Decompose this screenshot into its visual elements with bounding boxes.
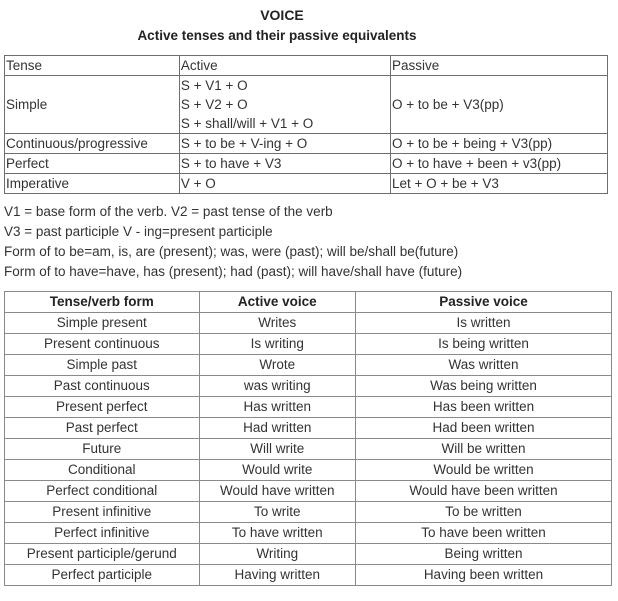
formula-row-imperative (5, 174, 608, 194)
voice-cell-form: Simple past (5, 355, 200, 376)
formula-header-tense: Tense (5, 56, 180, 76)
voice-cell-active: Writing (199, 544, 355, 565)
voice-cell-form: Perfect participle (5, 565, 200, 586)
table-row (5, 460, 612, 481)
formula-header-passive: Passive (390, 56, 607, 76)
formula-active: S + to be + V-ing + O (179, 134, 390, 154)
formula-passive: Let + O + be + V3 (390, 174, 607, 194)
note-line: Form of to be=am, is, are (present); was, were (past); will be/shall be(future) (4, 244, 459, 259)
voice-cell-form: Present continuous (5, 334, 200, 355)
formula-active: V + O (179, 174, 390, 194)
table-row (5, 523, 612, 544)
formula-tense: Perfect (5, 154, 180, 174)
voice-cell-active: Has written (199, 397, 355, 418)
voice-cell-active: To write (199, 502, 355, 523)
voice-header-active: Active voice (199, 292, 355, 313)
formula-row-simple (5, 76, 608, 134)
formula-active-line: S + shall/will + V1 + O (180, 116, 314, 131)
voice-cell-active: Wrote (199, 355, 355, 376)
table-row (5, 565, 612, 586)
voice-cell-active: Would have written (199, 481, 355, 502)
note-line: V3 = past participle V - ing=present participle (4, 224, 273, 239)
voice-header-form: Tense/verb form (5, 292, 200, 313)
table-row (5, 376, 612, 397)
voice-cell-passive: Had been written (355, 418, 611, 439)
page-subtitle: Active tenses and their passive equivalents (137, 28, 417, 43)
formula-active (179, 76, 390, 134)
page-title: VOICE (260, 7, 304, 23)
voice-cell-active: Will write (199, 439, 355, 460)
table-row (5, 334, 612, 355)
voice-cell-form: Conditional (5, 460, 200, 481)
voice-cell-passive: Is written (355, 313, 611, 334)
voice-cell-form: Present infinitive (5, 502, 200, 523)
formula-table-header-row (5, 56, 608, 76)
table-row (5, 481, 612, 502)
voice-cell-form: Perfect infinitive (5, 523, 200, 544)
voice-cell-passive: Having been written (355, 565, 611, 586)
voice-table-header-row (5, 292, 612, 313)
voice-table (4, 291, 612, 586)
voice-cell-form: Present perfect (5, 397, 200, 418)
voice-cell-active: was writing (199, 376, 355, 397)
voice-cell-passive: To be written (355, 502, 611, 523)
formula-active: S + to have + V3 (179, 154, 390, 174)
formula-row-continuous (5, 134, 608, 154)
note-line: Form of to have=have, has (present); had (past); will have/shall have (future) (4, 264, 463, 279)
formula-passive: O + to be + being + V3(pp) (390, 134, 607, 154)
voice-cell-active: To have written (199, 523, 355, 544)
formula-active-line: S + V2 + O (180, 97, 248, 112)
voice-cell-active: Would write (199, 460, 355, 481)
voice-cell-passive: Was being written (355, 376, 611, 397)
formula-passive: O + to be + V3(pp) (390, 76, 607, 134)
voice-cell-form: Future (5, 439, 200, 460)
voice-cell-passive: Was written (355, 355, 611, 376)
voice-cell-form: Past continuous (5, 376, 200, 397)
table-row (5, 313, 612, 334)
formula-active-line: S + V1 + O (180, 78, 248, 93)
voice-cell-active: Is writing (199, 334, 355, 355)
table-row (5, 439, 612, 460)
voice-cell-passive: Would be written (355, 460, 611, 481)
voice-cell-passive: Has been written (355, 397, 611, 418)
table-row (5, 502, 612, 523)
voice-cell-form: Perfect conditional (5, 481, 200, 502)
voice-cell-passive: Is being written (355, 334, 611, 355)
formula-header-active: Active (179, 56, 390, 76)
formula-table (4, 55, 608, 194)
voice-table-body (5, 313, 612, 586)
voice-cell-active: Having written (199, 565, 355, 586)
table-row (5, 544, 612, 565)
formula-passive: O + to have + been + v3(pp) (390, 154, 607, 174)
voice-cell-form: Past perfect (5, 418, 200, 439)
voice-cell-passive: Will be written (355, 439, 611, 460)
voice-cell-active: Writes (199, 313, 355, 334)
voice-cell-passive: To have been written (355, 523, 611, 544)
voice-header-passive: Passive voice (355, 292, 611, 313)
voice-cell-form: Present participle/gerund (5, 544, 200, 565)
formula-row-perfect (5, 154, 608, 174)
voice-cell-passive: Being written (355, 544, 611, 565)
table-row (5, 355, 612, 376)
table-row (5, 397, 612, 418)
notes (4, 202, 462, 282)
formula-tense: Continuous/progressive (5, 134, 180, 154)
voice-cell-form: Simple present (5, 313, 200, 334)
formula-tense: Imperative (5, 174, 180, 194)
note-line: V1 = base form of the verb. V2 = past tense of the verb (4, 204, 333, 219)
formula-tense: Simple (5, 76, 180, 134)
voice-cell-passive: Would have been written (355, 481, 611, 502)
table-row (5, 418, 612, 439)
voice-cell-active: Had written (199, 418, 355, 439)
